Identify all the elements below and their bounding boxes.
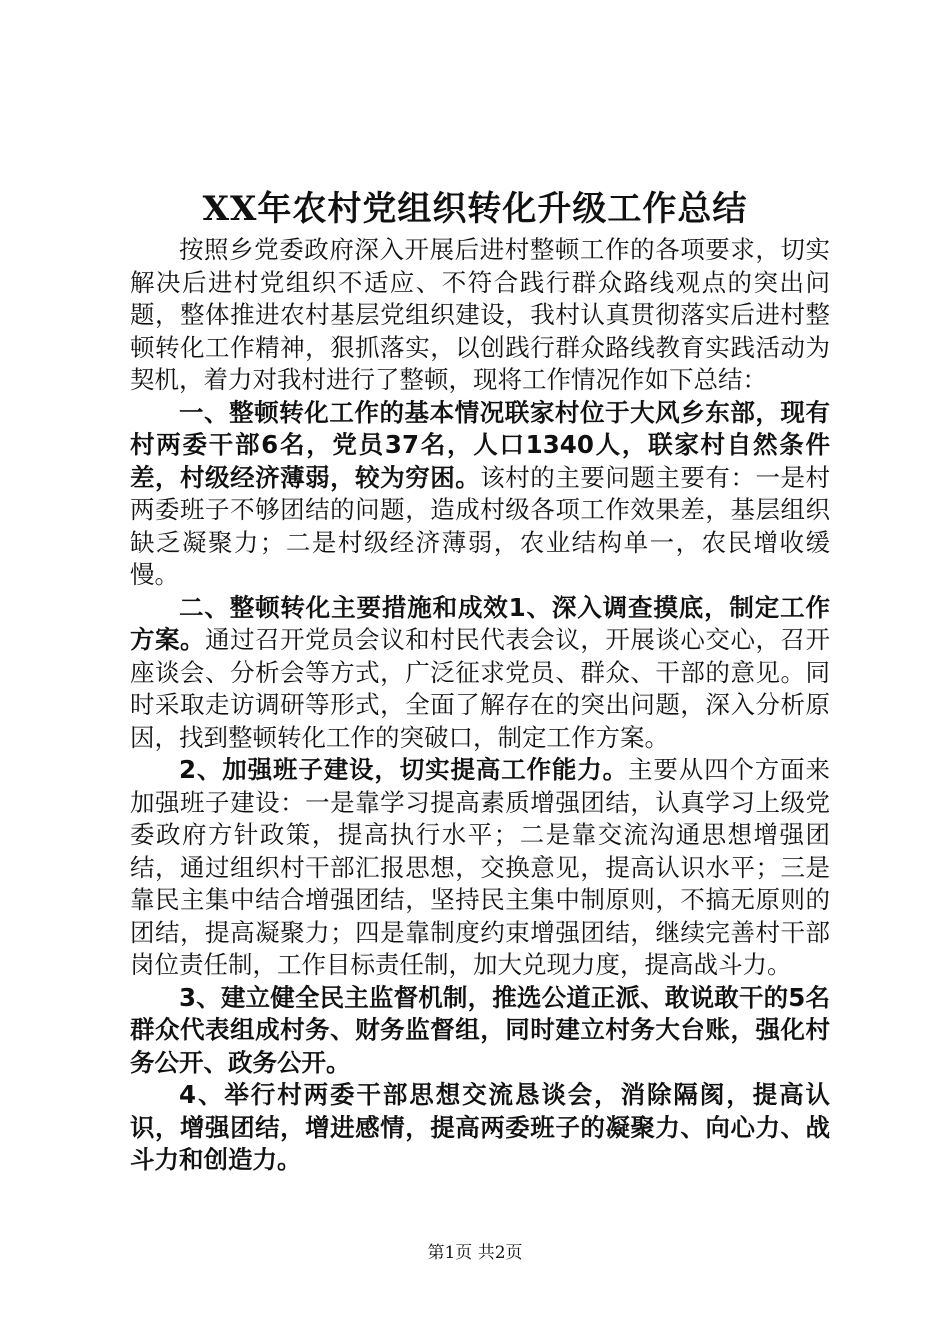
paragraph <box>130 397 830 592</box>
paragraph-bold-text: 2、加强班子建设，切实提高工作能力。 <box>179 755 628 784</box>
document-body <box>130 234 830 1177</box>
paragraph-text: 按照乡党委政府深入开展后进村整顿工作的各项要求，切实解决后进村党组织不适应、不符合践行群众路线观点的突出问题，整体推进农村基层党组织建设，我村认真贯彻落实后进村整顿转化工作精神，狠抓落实，以创践行群众路线教育实践活动为契机，着力对我村进行了整顿，现将工作情况作如下总结： <box>130 235 830 394</box>
paragraph-bold-text: 4、举行村两委干部思想交流恳谈会，消除隔阂，提高认识，增强团结，增进感情，提高两委班子的凝聚力、向心力、战斗力和创造力。 <box>130 1080 830 1174</box>
paragraph-text: 通过召开党员会议和村民代表会议，开展谈心交心，召开座谈会、分析会等方式，广泛征求党员、群众、干部的意见。同时采取走访调研等形式，全面了解存在的突出问题，深入分析原因，找到整顿转化工作的突破口，制定工作方案。 <box>130 625 831 752</box>
paragraph-text: 主要从四个方面来加强班子建设：一是靠学习提高素质增强团结，认真学习上级党委政府方针政策，提高执行水平；二是靠交流沟通思想增强团结，通过组织村干部汇报思想，交换意见，提高认识水平；三是靠民主集中结合增强团结，坚持民主集中制原则，不搞无原则的团结，提高凝聚力；四是靠制度约束增强团结，继续完善村干部岗位责任制，工作目标责任制，加大兑现力度，提高战斗力。 <box>130 755 831 979</box>
paragraph-text: 该村的主要问题主要有：一是村两委班子不够团结的问题，造成村级各项工作效果差，基层组织缺乏凝聚力；二是村级经济薄弱，农业结构单一，农民增收缓慢。 <box>130 462 831 589</box>
paragraph-bold-text: 二、整顿转化主要措施和成效1、深入调查摸底，制定工作方案。 <box>130 592 830 654</box>
paragraph <box>130 592 830 755</box>
paragraph-bold-text: 3、建立健全民主监督机制，推选公道正派、敢说敢干的5名群众代表组成村务、财务监督组，同时建立村务大台账，强化村务公开、政务公开。 <box>130 982 830 1077</box>
paragraph <box>130 982 830 1080</box>
paragraph <box>130 754 830 982</box>
document-title: XX年农村党组织转化升级工作总结 <box>202 189 748 229</box>
page-number-footer: 第1页 共2页 <box>427 1243 523 1263</box>
paragraph <box>130 234 830 397</box>
paragraph-bold-text: 一、整顿转化工作的基本情况联家村位于大风乡东部，现有村两委干部6名，党员37名，人口1340人，联家村自然条件差，村级经济薄弱，较为穷困。 <box>130 397 830 492</box>
paragraph <box>130 1079 830 1177</box>
